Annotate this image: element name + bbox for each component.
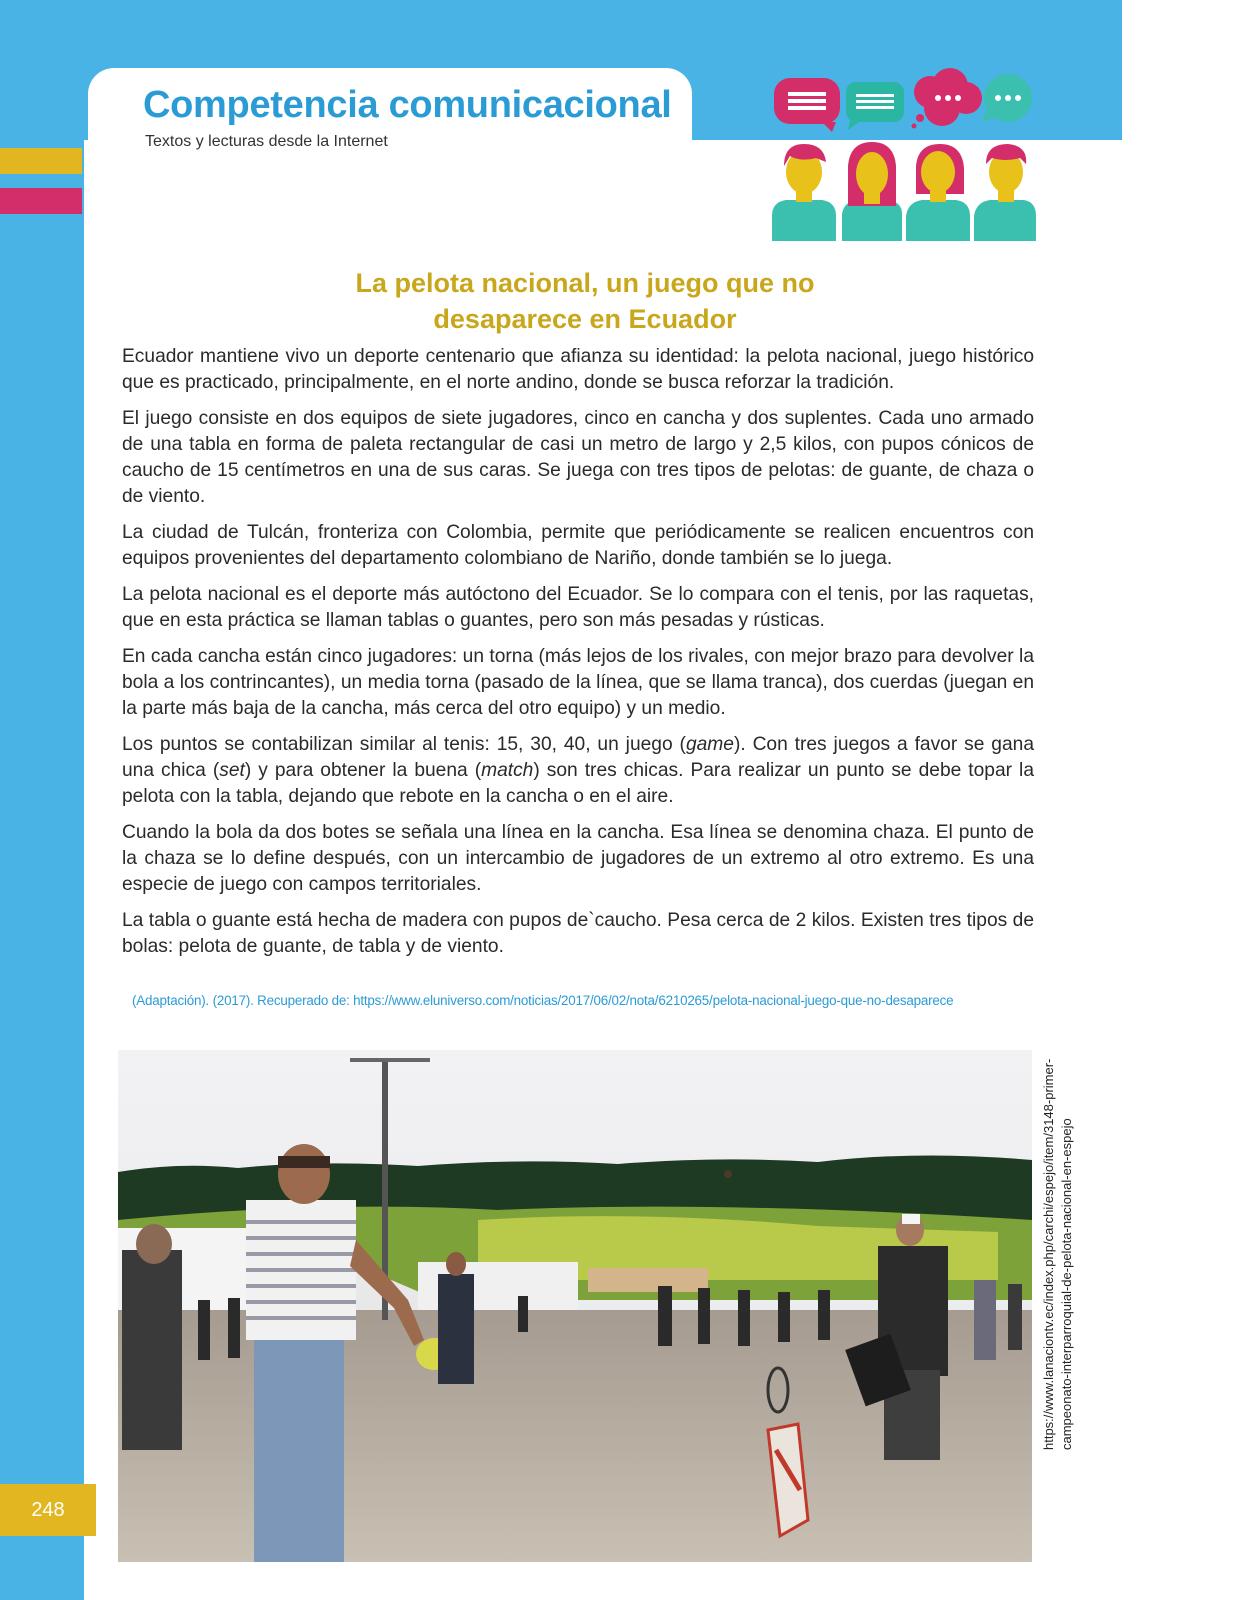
person-icon [772, 144, 836, 241]
paragraph: La pelota nacional es el deporte más autóctono del Ecuador. Se lo compara con el tenis, por las raquetas, que en esta práctica se llaman tablas o guantes, pero son más pesadas y rústicas. [122, 584, 1034, 631]
left-margin-band [0, 0, 84, 1600]
section-subtitle: Textos y lecturas desde la Internet [145, 133, 388, 150]
page-number: 248 [31, 1499, 65, 1521]
paragraph [122, 732, 1034, 810]
paragraph: La ciudad de Tulcán, fronteriza con Colombia, permite que periódicamente se realicen encuentros con equipos provenientes del departamento colombiano de Nariño, donde también se lo juega. [122, 522, 1034, 569]
paragraph: Cuando la bola da dos botes se señala una línea en la cancha. Esa línea se denomina chaza. El punto de la chaza se lo define después, con un intercambio de jugadores de un extremo al otro extremo. Es una especie de juego con campos territoriales. [122, 822, 1034, 895]
right-page-margin [1122, 0, 1236, 1600]
cloud-bubble-dots-icon [912, 68, 983, 129]
round-bubble-dots-icon [982, 74, 1032, 122]
speech-bubble-lines-icon [774, 78, 840, 132]
article-title [240, 265, 930, 337]
photo-credit-line: https://www.lanaciontv.ec/index.php/carchi/espejo/item/3148-primer- [1041, 1058, 1056, 1450]
pelota-nacional-photo [118, 1050, 1032, 1562]
italic-term: game [685, 734, 734, 755]
photo-credit-line: campeonato-interparroquial-de-pelota-nacional-en-espejo [1059, 1118, 1074, 1450]
paragraph: Ecuador mantiene vivo un deporte centenario que afianza su identidad: la pelota nacional, juego histórico que es practicado, principalmente, en el norte andino, donde se busca reforzar la tradición. [122, 346, 1034, 393]
paragraph: En cada cancha están cinco jugadores: un torna (más lejos de los rivales, con mejor brazo para devolver la bola a los contrincantes), un media torna (pasado de la línea, que se llama tranca), dos cuerdas (juegan en la parte más baja de la cancha, más cerca del otro equipo) y un medio. [122, 646, 1034, 719]
speech-bubble-text-icon [846, 82, 904, 130]
yellow-stripe [0, 148, 82, 174]
source-citation: (Adaptación). (2017). Recuperado de: https://www.eluniverso.com/noticias/2017/06/02/nota/6210265/pelota-nacional-juego-que-no-desaparece [132, 993, 954, 1008]
text-run: Los puntos se contabilizan similar al tenis: 15, 30, 40, un juego ( [122, 734, 686, 755]
text-run: ) y para obtener la buena ( [244, 760, 482, 781]
magenta-stripe [0, 188, 82, 214]
article-body [122, 344, 1034, 970]
paragraph: El juego consiste en dos equipos de siete jugadores, cinco en cancha y dos suplentes. Cada uno armado de una tabla en forma de paleta rectangular de casi un metro de largo y 2,5 kilos, con pupos cónicos de caucho de 15 centímetros en una de sus caras. Se juega con tres tipos de pelotas: de guante, de chaza o de viento. [122, 408, 1034, 507]
person-icon [974, 144, 1036, 241]
italic-term: match [481, 760, 534, 781]
person-icon [842, 142, 902, 241]
text-run: ). Con tres juegos a favor se gana una chica ( [122, 734, 1034, 781]
paragraph: La tabla o guante está hecha de madera con pupos de`caucho. Pesa cerca de 2 kilos. Existen tres tipos de bolas: pelota de guante, de tabla y de viento. [122, 910, 1034, 957]
section-title: Competencia comunicacional [143, 84, 672, 126]
article-title-line: desaparece en Ecuador [433, 304, 737, 334]
photo-credit [1040, 1050, 1076, 1450]
person-icon [906, 144, 970, 241]
italic-term: set [219, 760, 245, 781]
communication-illustration [770, 66, 1040, 241]
article-title-line: La pelota nacional, un juego que no [355, 268, 815, 298]
text-run: ) son tres chicas. Para realizar un punto se debe topar la pelota con la tabla, dejando que rebote en la cancha o en el aire. [122, 760, 1034, 807]
